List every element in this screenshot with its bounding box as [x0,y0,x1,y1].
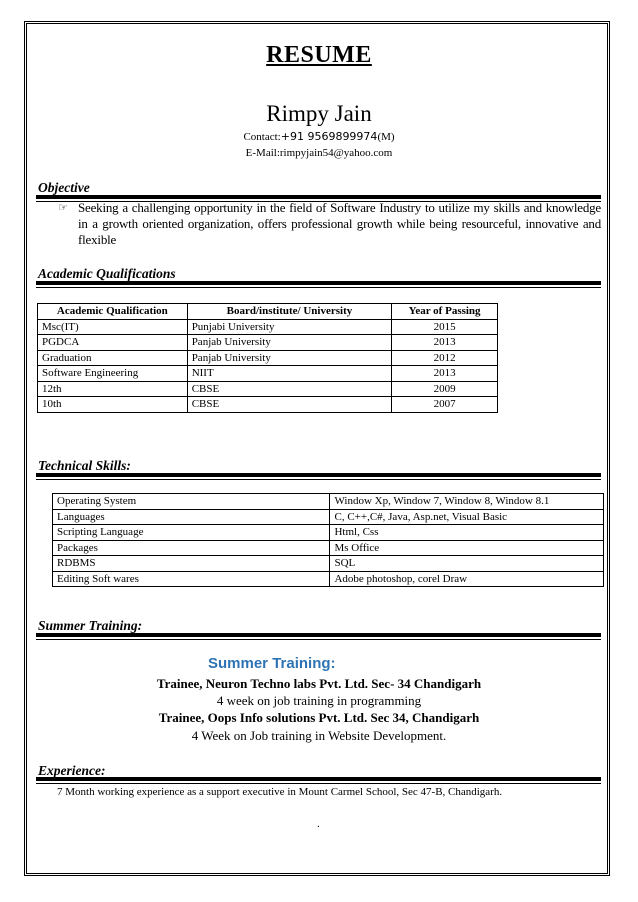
contact-line [0,130,638,143]
table-cell: CBSE [187,397,392,413]
contact-suffix: (M) [377,131,395,143]
summer-training-heading: Summer Training: [38,618,143,633]
table-row [53,494,604,510]
table-cell: Window Xp, Window 7, Window 8, Window 8.1 [330,494,604,510]
table-cell: SQL [330,556,604,572]
table-cell: 10th [38,397,188,413]
table-row [38,350,498,366]
table-cell: 2009 [392,381,498,397]
table-cell: Operating System [53,494,330,510]
column-header: Board/institute/ University [187,304,392,320]
table-cell: PGDCA [38,335,188,351]
section-rule [36,473,601,480]
column-header: Academic Qualification [38,304,188,320]
table-cell: Editing Soft wares [53,571,330,587]
table-cell: 2007 [392,397,498,413]
trailing-dot: . [317,818,320,830]
column-header: Year of Passing [392,304,498,320]
table-cell: 2013 [392,366,498,382]
summer-training-subheading: Summer Training: [208,655,336,672]
table-cell: 2012 [392,350,498,366]
table-cell: Languages [53,509,330,525]
table-cell: Panjab University [187,350,392,366]
section-rule [36,777,601,784]
table-cell: CBSE [187,381,392,397]
table-cell: 2013 [392,335,498,351]
academic-heading: Academic Qualifications [38,266,176,281]
objective-heading: Objective [38,180,90,195]
table-cell: 2015 [392,319,498,335]
objective-item [58,200,601,248]
training-1-title: Trainee, Neuron Techno labs Pvt. Ltd. Sec- 34 Chandigarh [156,676,482,691]
table-cell: RDBMS [53,556,330,572]
table-row [53,571,604,587]
training-2-detail: 4 Week on Job training in Website Development. [191,728,447,743]
table-cell: Msc(IT) [38,319,188,335]
table-cell: Punjabi University [187,319,392,335]
academic-table [37,303,498,413]
table-row [53,525,604,541]
technical-heading: Technical Skills: [38,458,131,473]
table-cell: Ms Office [330,540,604,556]
table-cell: Panjab University [187,335,392,351]
contact-number: +91 9569899974 [280,130,378,143]
email-line: E-Mail:rimpyjain54@yahoo.com [245,147,393,159]
table-row [38,319,498,335]
table-header-row [38,304,498,320]
table-cell: Packages [53,540,330,556]
experience-heading: Experience: [38,763,106,778]
training-2-title: Trainee, Oops Info solutions Pvt. Ltd. Sec 34, Chandigarh [158,710,480,725]
table-cell: Scripting Language [53,525,330,541]
table-row [53,556,604,572]
technical-skills-table [52,493,604,587]
table-row [38,397,498,413]
section-rule [36,633,601,640]
table-cell: 12th [38,381,188,397]
experience-text: 7 Month working experience as a support executive in Mount Carmel School, Sec 47-B, Chandigarh. [57,786,503,798]
contact-label: Contact: [243,131,281,143]
table-row [53,509,604,525]
table-cell: NIIT [187,366,392,382]
section-rule [36,281,601,288]
objective-text: Seeking a challenging opportunity in the field of Software Industry to utilize my skills and knowledge in a growth oriented organization, offers professional growth while being resourceful, innovative and flexible [78,200,601,247]
table-cell: Software Engineering [38,366,188,382]
table-cell: C, C++,C#, Java, Asp.net, Visual Basic [330,509,604,525]
table-row [38,366,498,382]
table-cell: Graduation [38,350,188,366]
training-1-detail: 4 week on job training in programming [216,693,422,708]
table-row [38,381,498,397]
candidate-name: Rimpy Jain [266,101,372,126]
pointing-hand-icon: ☞ [58,201,68,214]
resume-title: RESUME [266,42,372,68]
table-row [53,540,604,556]
table-cell: Html, Css [330,525,604,541]
table-cell: Adobe photoshop, corel Draw [330,571,604,587]
table-row [38,335,498,351]
